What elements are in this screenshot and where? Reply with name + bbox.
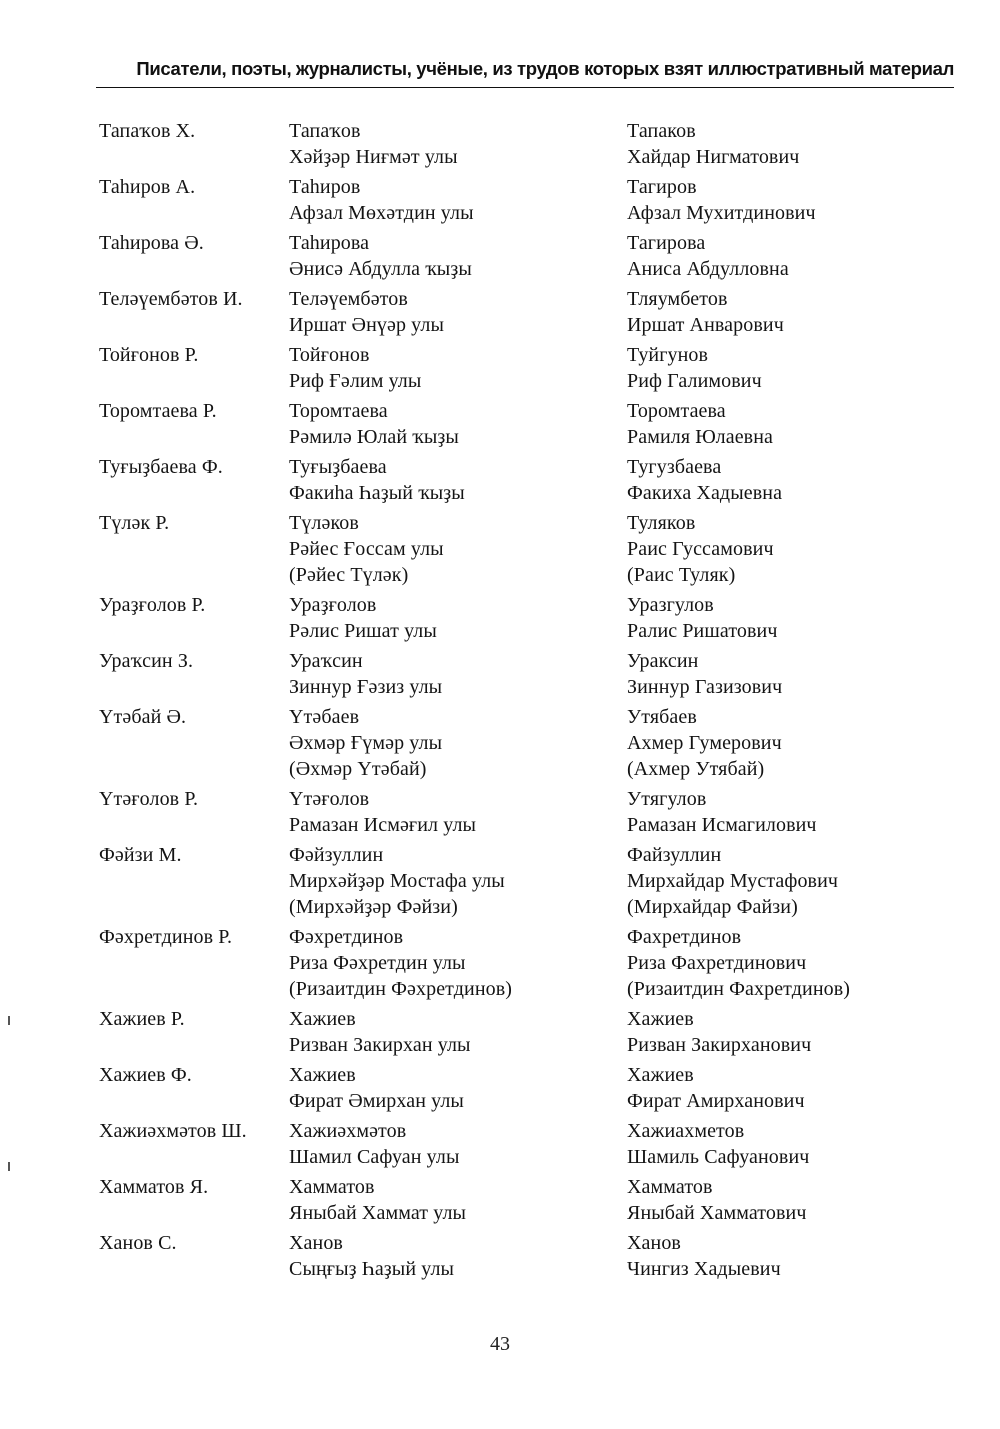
entry-line (0, 562, 1000, 588)
bashkir-name: Риф Ғәлим улы (289, 370, 422, 392)
entry-line (0, 174, 1000, 200)
author-entry (0, 648, 1000, 704)
short-name: Хажиәхмәтов Ш. (99, 1120, 247, 1142)
russian-name: Утягулов (627, 788, 707, 810)
russian-name: Иршат Анварович (627, 314, 784, 336)
author-entry (0, 286, 1000, 342)
russian-name: (Ахмер Утябай) (627, 758, 765, 780)
russian-name: Фахретдинов (627, 926, 742, 948)
entry-line (0, 674, 1000, 700)
russian-name: Риза Фахретдинович (627, 952, 807, 974)
russian-name: Ураксин (627, 650, 699, 672)
short-name: Хамматов Я. (99, 1176, 209, 1198)
author-entry (0, 592, 1000, 648)
bashkir-name: Әхмәр Ғүмәр улы (289, 732, 443, 754)
bashkir-name: Таһирова (289, 232, 370, 254)
entry-line (0, 786, 1000, 812)
entry-line (0, 1088, 1000, 1114)
bashkir-name: Ураҡсин (289, 650, 363, 672)
entry-line (0, 118, 1000, 144)
author-entry (0, 1062, 1000, 1118)
russian-name: Тапаков (627, 120, 696, 142)
bashkir-name: Фәхретдинов (289, 926, 404, 948)
bashkir-name: Рәйес Ғоссам улы (289, 538, 444, 560)
short-name: Ханов С. (99, 1232, 177, 1254)
author-entry (0, 842, 1000, 924)
bashkir-name: Хажиев (289, 1008, 356, 1030)
entry-line (0, 924, 1000, 950)
author-entry (0, 786, 1000, 842)
bashkir-name: Зиннур Ғәзиз улы (289, 676, 443, 698)
entry-line (0, 976, 1000, 1002)
russian-name: Яныбай Хамматович (627, 1202, 807, 1224)
entry-line (0, 756, 1000, 782)
short-name: Теләүембәтов И. (99, 288, 243, 310)
russian-name: Шамиль Сафуанович (627, 1146, 810, 1168)
bashkir-name: Туғыҙбаева (289, 456, 387, 478)
bashkir-name: Тойғонов (289, 344, 370, 366)
author-list (0, 118, 1000, 1286)
bashkir-name: Үтәбаев (289, 706, 360, 728)
entry-line (0, 842, 1000, 868)
russian-name: Ризван Закирханович (627, 1034, 812, 1056)
entry-line (0, 286, 1000, 312)
russian-name: (Раис Туляк) (627, 564, 736, 586)
russian-name: Факиха Хадыевна (627, 482, 783, 504)
entry-line (0, 200, 1000, 226)
russian-name: Уразгулов (627, 594, 714, 616)
page-header-title: Писатели, поэты, журналисты, учёные, из трудов которых взят иллюстративный материал (136, 58, 954, 79)
russian-name: Хажиахметов (627, 1120, 745, 1142)
entry-line (0, 424, 1000, 450)
entry-line (0, 1062, 1000, 1088)
author-entry (0, 398, 1000, 454)
russian-name: Тагиров (627, 176, 697, 198)
author-entry (0, 924, 1000, 1006)
author-entry (0, 1006, 1000, 1062)
entry-line (0, 868, 1000, 894)
entry-line (0, 1200, 1000, 1226)
entry-line (0, 592, 1000, 618)
bashkir-name: Афзал Мөхәтдин улы (289, 202, 474, 224)
short-name: Туғыҙбаева Ф. (99, 456, 223, 478)
russian-name: Раис Гуссамович (627, 538, 774, 560)
short-name: Таһирова Ә. (99, 232, 204, 254)
bashkir-name: Риза Фәхретдин улы (289, 952, 466, 974)
bashkir-name: (Рәйес Түләк) (289, 564, 409, 586)
short-name: Ураҡсин З. (99, 650, 194, 672)
russian-name: Файзуллин (627, 844, 722, 866)
russian-name: Фират Амирханович (627, 1090, 805, 1112)
bashkir-name: Мирхәйҙәр Мостафа улы (289, 870, 505, 892)
author-entry (0, 1118, 1000, 1174)
short-name: Фәхретдинов Р. (99, 926, 233, 948)
entry-line (0, 812, 1000, 838)
author-entry (0, 230, 1000, 286)
russian-name: Тляумбетов (627, 288, 728, 310)
entry-line (0, 230, 1000, 256)
russian-name: Хажиев (627, 1008, 694, 1030)
russian-name: Рамиля Юлаевна (627, 426, 773, 448)
russian-name: Торомтаева (627, 400, 726, 422)
short-name: Торомтаева Р. (99, 400, 217, 422)
bashkir-name: (Мирхәйҙәр Фәйзи) (289, 896, 458, 918)
entry-line (0, 704, 1000, 730)
russian-name: Хамматов (627, 1176, 713, 1198)
short-name: Үтәғолов Р. (99, 788, 199, 810)
russian-name: Хажиев (627, 1064, 694, 1086)
entry-line (0, 1032, 1000, 1058)
russian-name: Рамазан Исмагилович (627, 814, 817, 836)
entry-line (0, 618, 1000, 644)
short-name: Таһиров А. (99, 176, 196, 198)
bashkir-name: Түләков (289, 512, 359, 534)
russian-name: Хайдар Нигматович (627, 146, 800, 168)
header-rule (96, 87, 954, 88)
entry-line (0, 1144, 1000, 1170)
bashkir-name: Рәлис Ришат улы (289, 620, 437, 642)
short-name: Ураҙғолов Р. (99, 594, 206, 616)
entry-line (0, 1006, 1000, 1032)
bashkir-name: Әнисә Абдулла ҡыҙы (289, 258, 472, 280)
russian-name: Зиннур Газизович (627, 676, 783, 698)
russian-name: Туйгунов (627, 344, 709, 366)
bashkir-name: Хажиев (289, 1064, 356, 1086)
short-name: Фәйзи М. (99, 844, 182, 866)
entry-line (0, 454, 1000, 480)
russian-name: Туляков (627, 512, 696, 534)
bashkir-name: Торомтаева (289, 400, 388, 422)
scan-margin-mark (8, 1016, 10, 1025)
short-name: Хажиев Р. (99, 1008, 185, 1030)
bashkir-name: Ризван Закирхан улы (289, 1034, 471, 1056)
entry-line (0, 730, 1000, 756)
entry-line (0, 480, 1000, 506)
bashkir-name: (Ризаитдин Фәхретдинов) (289, 978, 513, 1000)
bashkir-name: Тапаҡов (289, 120, 361, 142)
entry-line (0, 256, 1000, 282)
short-name: Тапаҡов Х. (99, 120, 196, 142)
entry-line (0, 342, 1000, 368)
russian-name: Тагирова (627, 232, 706, 254)
bashkir-name: Факиһа Һаҙый ҡыҙы (289, 482, 465, 504)
russian-name: Тугузбаева (627, 456, 722, 478)
entry-line (0, 368, 1000, 394)
bashkir-name: Үтәғолов (289, 788, 370, 810)
author-entry (0, 1230, 1000, 1286)
entry-line (0, 1174, 1000, 1200)
author-entry (0, 454, 1000, 510)
short-name: Түләк Р. (99, 512, 170, 534)
russian-name: Аниса Абдулловна (627, 258, 789, 280)
entry-line (0, 312, 1000, 338)
russian-name: Ханов (627, 1232, 681, 1254)
bashkir-name: (Әхмәр Үтәбай) (289, 758, 427, 780)
author-entry (0, 1174, 1000, 1230)
russian-name: Утябаев (627, 706, 697, 728)
bashkir-name: Ураҙғолов (289, 594, 377, 616)
bashkir-name: Теләүембәтов (289, 288, 408, 310)
entry-line (0, 398, 1000, 424)
short-name: Тойғонов Р. (99, 344, 199, 366)
short-name: Үтәбай Ә. (99, 706, 187, 728)
bashkir-name: Таһиров (289, 176, 361, 198)
entry-line (0, 950, 1000, 976)
entry-line (0, 1256, 1000, 1282)
russian-name: Афзал Мухитдинович (627, 202, 816, 224)
bashkir-name: Яныбай Хаммат улы (289, 1202, 467, 1224)
short-name: Хажиев Ф. (99, 1064, 192, 1086)
entry-line (0, 1118, 1000, 1144)
entry-line (0, 536, 1000, 562)
scan-margin-mark (8, 1162, 10, 1171)
entry-line (0, 510, 1000, 536)
bashkir-name: Сыңғыҙ Һаҙый улы (289, 1258, 455, 1280)
entry-line (0, 1230, 1000, 1256)
russian-name: Мирхайдар Мустафович (627, 870, 839, 892)
russian-name: Чингиз Хадыевич (627, 1258, 781, 1280)
entry-line (0, 648, 1000, 674)
russian-name: Риф Галимович (627, 370, 762, 392)
russian-name: (Мирхайдар Файзи) (627, 896, 798, 918)
bashkir-name: Фәйзуллин (289, 844, 384, 866)
author-entry (0, 704, 1000, 786)
bashkir-name: Хажиәхмәтов (289, 1120, 407, 1142)
russian-name: (Ризаитдин Фахретдинов) (627, 978, 851, 1000)
entry-line (0, 894, 1000, 920)
bashkir-name: Иршат Әнүәр улы (289, 314, 445, 336)
author-entry (0, 174, 1000, 230)
author-entry (0, 118, 1000, 174)
bashkir-name: Фират Әмирхан улы (289, 1090, 464, 1112)
entry-line (0, 144, 1000, 170)
bashkir-name: Шамил Сафуан улы (289, 1146, 460, 1168)
russian-name: Ралис Ришатович (627, 620, 778, 642)
bashkir-name: Хәйҙәр Ниғмәт улы (289, 146, 458, 168)
russian-name: Ахмер Гумерович (627, 732, 782, 754)
bashkir-name: Хамматов (289, 1176, 375, 1198)
bashkir-name: Рамазан Исмәғил улы (289, 814, 477, 836)
author-entry (0, 510, 1000, 592)
page-number: 43 (490, 1333, 510, 1355)
author-entry (0, 342, 1000, 398)
bashkir-name: Ханов (289, 1232, 343, 1254)
bashkir-name: Рәмилә Юлай ҡыҙы (289, 426, 459, 448)
